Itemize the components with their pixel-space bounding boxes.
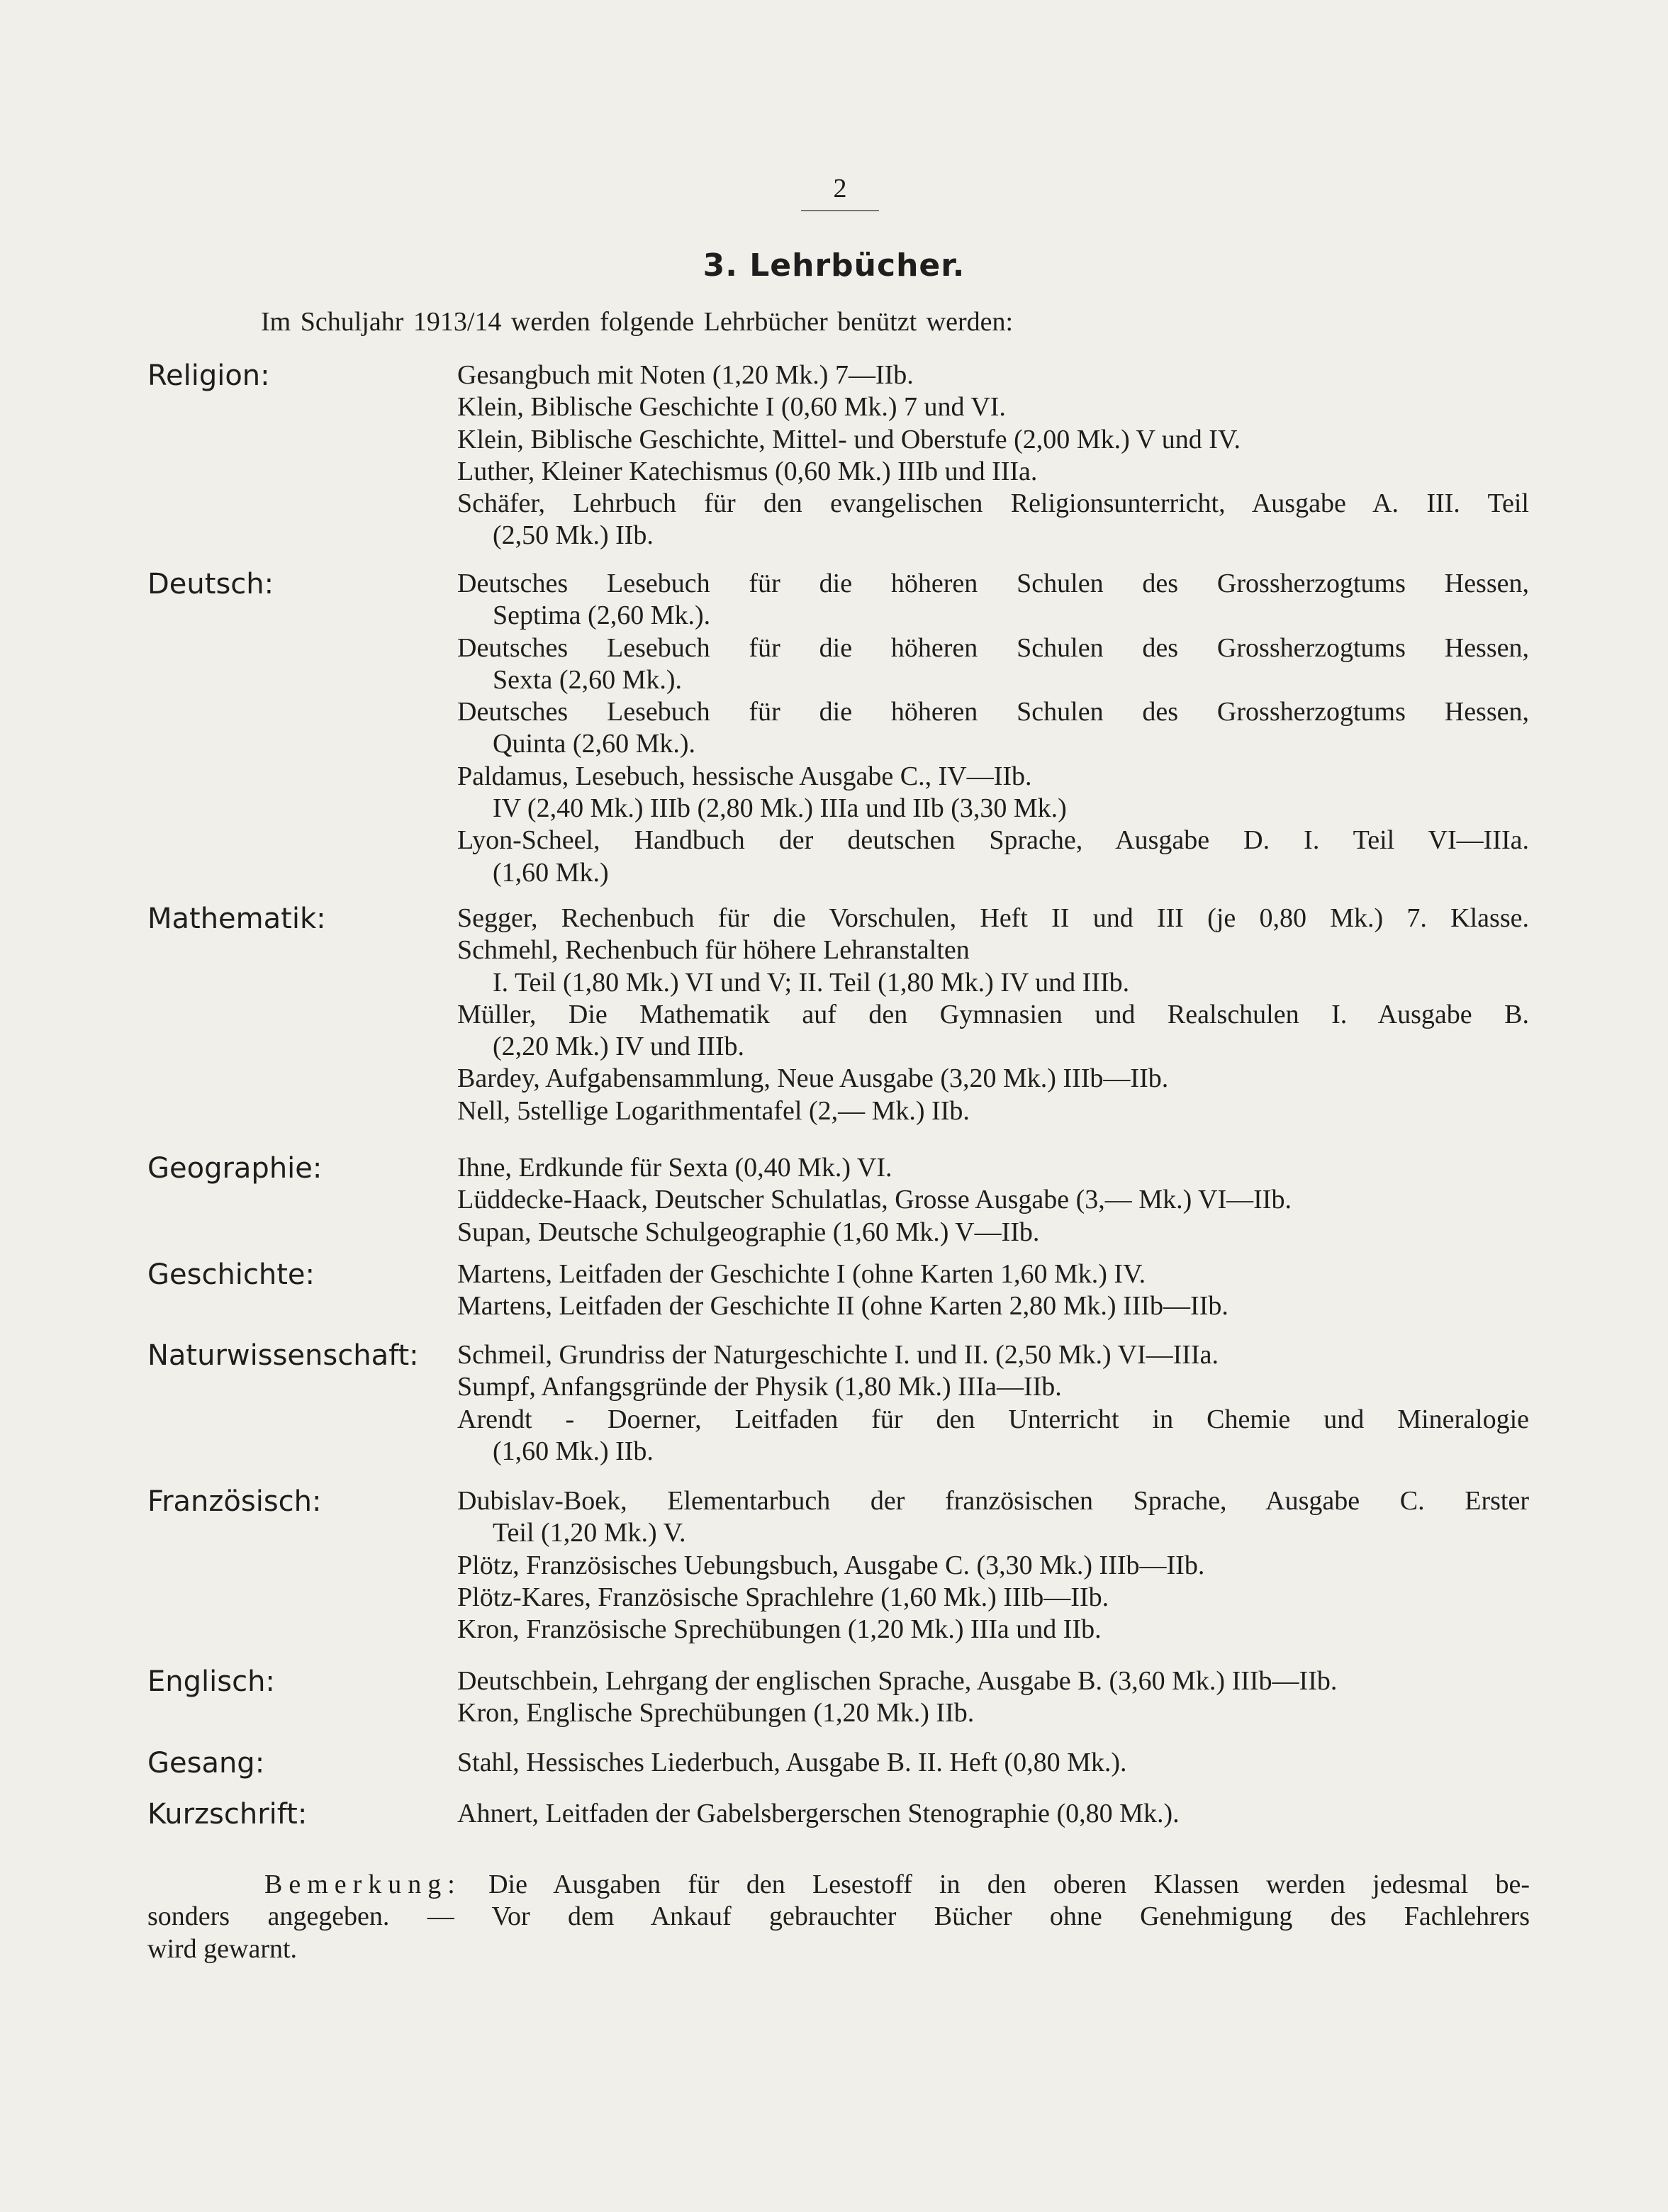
book-entry: Schmeil, Grundriss der Naturgeschichte I. und II. (2,50 Mk.) VI—IIIa.	[457, 1340, 1219, 1370]
book-list	[457, 359, 1529, 552]
subject-label: Französisch:	[147, 1485, 322, 1518]
book-entry: Plötz, Französisches Uebungsbuch, Ausgabe C. (3,30 Mk.) IIIb—IIb.	[457, 1550, 1205, 1580]
subject-label: Naturwissenschaft:	[147, 1339, 419, 1372]
book-entry-continuation: IV (2,40 Mk.) IIIb (2,80 Mk.) IIIa und IIb (3,30 Mk.)	[493, 793, 1067, 824]
remark-text: Die Ausgaben für den Lesestoff in den oberen Klassen werden jedesmal be-	[488, 1870, 1530, 1899]
book-list	[457, 1798, 1529, 1830]
book-entry-continuation: I. Teil (1,80 Mk.) VI und V; II. Teil (1,80 Mk.) IV und IIIb.	[493, 967, 1130, 998]
book-entry: Plötz-Kares, Französische Sprachlehre (1,60 Mk.) IIIb—IIb.	[457, 1582, 1109, 1612]
subject-label: Religion:	[147, 359, 270, 392]
subject-label: Geographie:	[147, 1152, 323, 1185]
remark-line: wird gewarnt.	[147, 1933, 298, 1964]
intro-text: Im Schuljahr 1913/14 werden folgende Lehrbücher benützt werden:	[261, 307, 1014, 337]
book-entry: Kron, Englische Sprechübungen (1,20 Mk.) IIb.	[457, 1698, 975, 1728]
book-entry: Dubislav-Boek, Elementarbuch der französischen Sprache, Ausgabe C. Erster	[457, 1486, 1529, 1516]
book-entry-continuation: Sexta (2,60 Mk.).	[493, 664, 683, 695]
book-entry-continuation: Teil (1,20 Mk.) V.	[493, 1518, 686, 1548]
remark-paragraph	[147, 1869, 1530, 1965]
subject-label: Kurzschrift:	[147, 1798, 308, 1831]
book-entry: Deutsches Lesebuch für die höheren Schulen des Grossherzogtums Hessen,	[457, 632, 1529, 663]
page-number-rule	[801, 210, 879, 211]
subject-label: Mathematik:	[147, 903, 326, 935]
book-entry: Segger, Rechenbuch für die Vorschulen, Heft II und III (je 0,80 Mk.) 7. Klasse.	[457, 903, 1529, 933]
book-entry-continuation: (2,20 Mk.) IV und IIIb.	[493, 1032, 744, 1062]
book-entry-continuation: Quinta (2,60 Mk.).	[493, 729, 696, 759]
book-entry: Lüddecke-Haack, Deutscher Schulatlas, Grosse Ausgabe (3,— Mk.) VI—IIb.	[457, 1185, 1292, 1215]
subject-label: Gesang:	[147, 1747, 265, 1780]
book-entry-continuation: (2,50 Mk.) IIb.	[493, 520, 654, 551]
book-list	[457, 1339, 1529, 1468]
remark-line	[147, 1869, 1530, 1901]
book-entry: Müller, Die Mathematik auf den Gymnasien und Realschulen I. Ausgabe B.	[457, 999, 1529, 1029]
book-entry: Lyon-Scheel, Handbuch der deutschen Sprache, Ausgabe D. I. Teil VI—IIIa.	[457, 825, 1529, 856]
book-entry: Schäfer, Lehrbuch für den evangelischen Religionsunterricht, Ausgabe A. III. Teil	[457, 488, 1529, 519]
section-heading: 3. Lehrbücher.	[703, 247, 965, 284]
book-entry: Kron, Französische Sprechübungen (1,20 Mk.) IIIa und IIb.	[457, 1614, 1102, 1645]
book-entry: Luther, Kleiner Katechismus (0,60 Mk.) IIIb und IIIa.	[457, 456, 1038, 486]
book-entry: Deutschbein, Lehrgang der englischen Sprache, Ausgabe B. (3,60 Mk.) IIIb—IIb.	[457, 1666, 1338, 1696]
book-entry-continuation: (1,60 Mk.)	[493, 857, 609, 888]
book-entry: Ihne, Erdkunde für Sexta (0,40 Mk.) VI.	[457, 1153, 892, 1183]
book-entry: Stahl, Hessisches Liederbuch, Ausgabe B. II. Heft (0,80 Mk.).	[457, 1748, 1127, 1777]
book-entry: Klein, Biblische Geschichte, Mittel- und Oberstufe (2,00 Mk.) V und IV.	[457, 424, 1241, 454]
book-entry: Sumpf, Anfangsgründe der Physik (1,80 Mk.) IIIa—IIb.	[457, 1372, 1062, 1402]
book-entry: Deutsches Lesebuch für die höheren Schulen des Grossherzogtums Hessen,	[457, 569, 1529, 598]
remark-line: sonders angegeben. — Vor dem Ankauf gebrauchter Bücher ohne Genehmigung des Fachlehrers	[147, 1901, 1530, 1932]
book-list	[457, 1258, 1529, 1323]
book-entry: Arendt - Doerner, Leitfaden für den Unterricht in Chemie und Mineralogie	[457, 1404, 1529, 1434]
book-list	[457, 1747, 1529, 1779]
book-list	[457, 1665, 1529, 1730]
book-entry: Martens, Leitfaden der Geschichte I (ohne Karten 1,60 Mk.) IV.	[457, 1259, 1146, 1289]
subject-label: Geschichte:	[147, 1258, 315, 1291]
book-entry: Nell, 5stellige Logarithmentafel (2,— Mk.) IIb.	[457, 1095, 970, 1126]
book-entry: Paldamus, Lesebuch, hessische Ausgabe C., IV—IIb.	[457, 761, 1032, 791]
book-entry-continuation: (1,60 Mk.) IIb.	[493, 1436, 654, 1466]
page-number: 2	[833, 174, 847, 203]
book-list	[457, 1152, 1529, 1249]
book-entry: Supan, Deutsche Schulgeographie (1,60 Mk.) V—IIb.	[457, 1217, 1040, 1247]
book-entry-continuation: Septima (2,60 Mk.).	[493, 601, 711, 631]
book-list	[457, 903, 1529, 1127]
book-entry: Ahnert, Leitfaden der Gabelsbergerschen Stenographie (0,80 Mk.).	[457, 1799, 1180, 1828]
book-entry: Klein, Biblische Geschichte I (0,60 Mk.) 7 und VI.	[457, 392, 1006, 423]
book-entry: Deutsches Lesebuch für die höheren Schulen des Grossherzogtums Hessen,	[457, 697, 1529, 727]
book-list	[457, 1485, 1529, 1646]
book-entry: Martens, Leitfaden der Geschichte II (ohne Karten 2,80 Mk.) IIIb—IIb.	[457, 1291, 1228, 1322]
subject-label: Deutsch:	[147, 568, 274, 601]
book-entry: Schmehl, Rechenbuch für höhere Lehranstalten	[457, 935, 970, 966]
book-list	[457, 568, 1529, 889]
remark-term: Bemerkung:	[264, 1870, 461, 1899]
subject-label: Englisch:	[147, 1665, 275, 1698]
book-entry: Bardey, Aufgabensammlung, Neue Ausgabe (3,20 Mk.) IIIb—IIb.	[457, 1063, 1169, 1094]
book-entry: Gesangbuch mit Noten (1,20 Mk.) 7—IIb.	[457, 360, 914, 390]
